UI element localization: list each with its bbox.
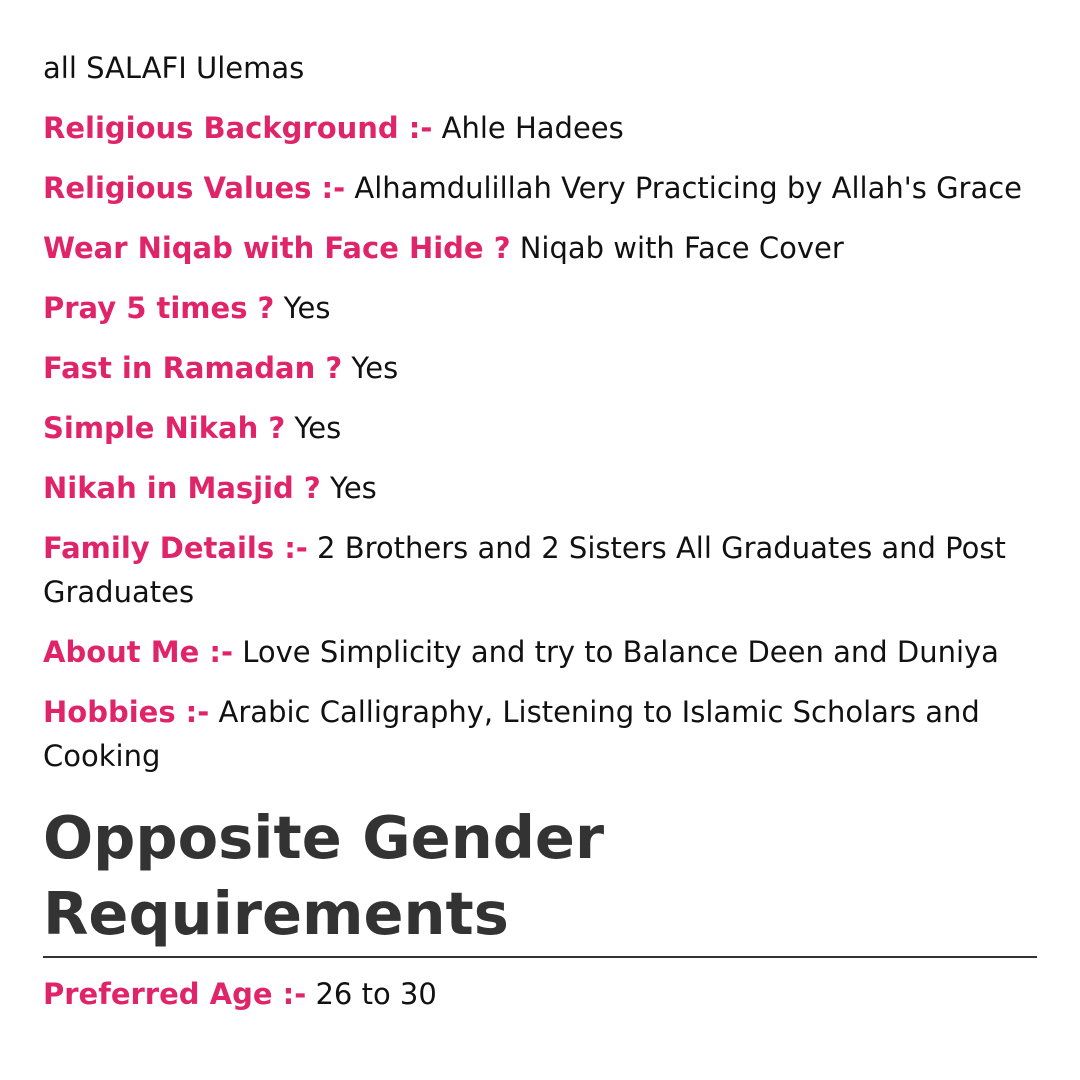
field-label: Simple Nikah ? (43, 411, 286, 445)
field-value: Niqab with Face Cover (519, 231, 844, 265)
profile-fields (43, 106, 1037, 778)
field-label: Religious Values :- (43, 171, 346, 205)
field-label: Family Details :- (43, 531, 308, 565)
field-value: Yes (294, 411, 342, 445)
field-row (43, 106, 1037, 150)
field-row (43, 166, 1037, 210)
field-row (43, 346, 1037, 390)
field-value: Alhamdulillah Very Practicing by Allah's Grace (354, 171, 1023, 205)
field-label: About Me :- (43, 635, 233, 669)
field-value: Yes (351, 351, 399, 385)
field-label: Preferred Age :- (43, 977, 307, 1011)
field-value: Ahle Hadees (441, 111, 624, 145)
field-row (43, 630, 1037, 674)
field-label: Religious Background :- (43, 111, 433, 145)
field-label: Pray 5 times ? (43, 291, 275, 325)
field-label: Hobbies :- (43, 695, 210, 729)
field-label: Wear Niqab with Face Hide ? (43, 231, 511, 265)
field-label: Nikah in Masjid ? (43, 471, 321, 505)
requirement-fields (43, 972, 1037, 1016)
field-value: Yes (283, 291, 331, 325)
section-heading: Opposite Gender Requirements (43, 800, 1037, 958)
field-label: Fast in Ramadan ? (43, 351, 343, 385)
field-value: 26 to 30 (315, 977, 437, 1011)
field-row (43, 690, 1037, 778)
field-value: 2 Brothers and 2 Sisters All Graduates and Post Graduates (43, 531, 1006, 609)
field-row (43, 226, 1037, 270)
field-row (43, 286, 1037, 330)
field-value: Love Simplicity and try to Balance Deen and Duniya (242, 635, 999, 669)
field-row (43, 466, 1037, 510)
field-row (43, 972, 1037, 1016)
field-value: Arabic Calligraphy, Listening to Islamic Scholars and Cooking (43, 695, 980, 773)
profile-document (43, 46, 1037, 1032)
intro-line: all SALAFI Ulemas (43, 51, 305, 85)
field-value: Yes (329, 471, 377, 505)
field-row (43, 406, 1037, 450)
field-row (43, 526, 1037, 614)
